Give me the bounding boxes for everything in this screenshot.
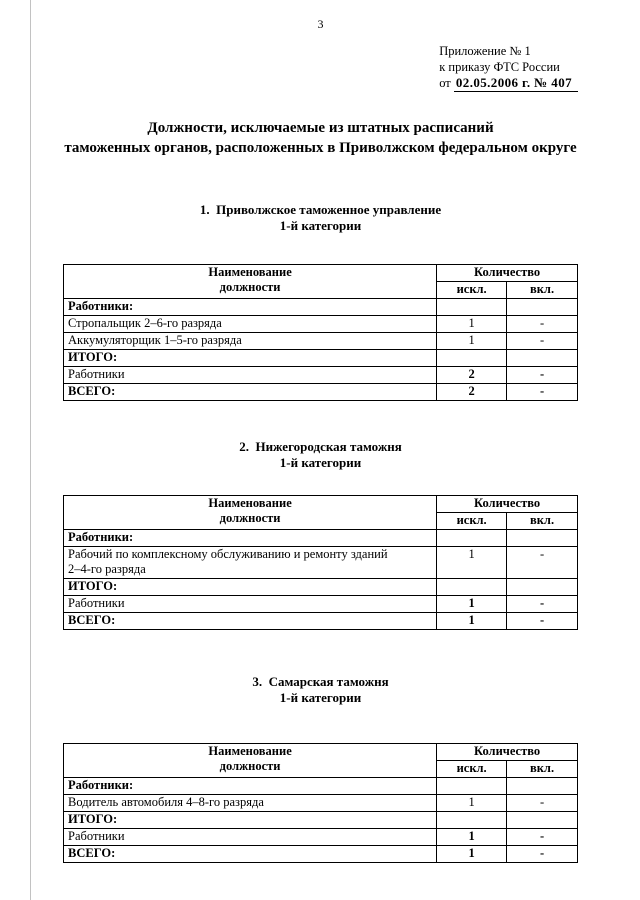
section-3-table [63,743,578,863]
section-3-heading [63,674,578,706]
row-included-value: - [507,366,578,383]
row-included-value: - [507,845,578,862]
section-1-heading [63,202,578,234]
row-included-value [507,349,578,366]
row-included-value: - [507,332,578,349]
table-row [64,366,578,383]
section-2-category: 1-й категории [279,454,362,470]
row-excluded-value [437,529,507,546]
row-label: Работники [64,595,437,612]
column-header-included: вкл. [507,281,578,298]
column-header-quantity: Количество [437,495,578,512]
table-row [64,845,578,862]
section-3-title: 3. Самарская таможня [252,673,389,689]
column-header-name-line2: должности [219,279,281,294]
row-included-value: - [507,794,578,811]
table-row [64,529,578,546]
row-label: Работники [64,366,437,383]
section-2-title: 2. Нижегородская таможня [239,438,402,454]
row-included-value [507,298,578,315]
section-3-category: 1-й категории [279,689,362,705]
row-excluded-value: 1 [437,794,507,811]
row-excluded-value: 1 [437,828,507,845]
annex-order-line [439,75,578,92]
table-row [64,332,578,349]
section-1-title: 1. Приволжское таможенное управление [199,201,442,217]
section-1-table [63,264,578,401]
row-label: ВСЕГО: [64,612,437,629]
table-row [64,794,578,811]
table-row [64,777,578,794]
row-included-value: - [507,383,578,400]
row-label: ИТОГО: [64,811,437,828]
row-label: Работники: [64,777,437,794]
column-header-name-line1: Наименование [208,495,292,510]
column-header-name [64,264,437,298]
table-header-row [64,495,578,512]
row-excluded-value: 2 [437,366,507,383]
row-label: Аккумуляторщик 1–5-го разряда [64,332,437,349]
column-header-name-line2: должности [219,758,281,773]
row-included-value: - [507,828,578,845]
annex-header [439,44,578,92]
section-2-heading [63,439,578,471]
row-label-text: Рабочий по комплексному обслуживанию и ремонту зданий [68,546,388,561]
table-row [64,349,578,366]
column-header-included: вкл. [507,760,578,777]
row-label: Работники: [64,529,437,546]
row-label: Работники: [64,298,437,315]
row-label: ВСЕГО: [64,845,437,862]
column-header-excluded: искл. [437,512,507,529]
row-excluded-value [437,349,507,366]
row-included-value [507,777,578,794]
row-included-value [507,811,578,828]
row-included-value: - [507,546,578,578]
row-included-value: - [507,595,578,612]
table-row [64,595,578,612]
column-header-included: вкл. [507,512,578,529]
table-row [64,383,578,400]
table-row [64,811,578,828]
row-included-value [507,578,578,595]
row-excluded-value: 1 [437,315,507,332]
table-row [64,828,578,845]
row-included-value: - [507,315,578,332]
column-header-excluded: искл. [437,760,507,777]
column-header-name [64,495,437,529]
row-excluded-value [437,811,507,828]
column-header-name-line1: Наименование [208,264,292,279]
annex-title: Приложение № 1 [439,44,531,58]
table-row [64,546,578,578]
row-excluded-value [437,777,507,794]
column-header-quantity: Количество [437,264,578,281]
row-excluded-value: 1 [437,332,507,349]
row-excluded-value [437,578,507,595]
section-2-table [63,495,578,630]
row-label: Стропальщик 2–6-го разряда [64,315,437,332]
row-included-value [507,529,578,546]
row-excluded-value: 2 [437,383,507,400]
table-row [64,612,578,629]
row-label: ИТОГО: [64,349,437,366]
row-label [64,546,437,578]
document-title-line1: Должности, исключаемые из штатных расписаний [147,119,494,136]
document-title-line2: таможенных органов, расположенных в Приволжском федеральном округе [64,139,577,156]
row-label: Водитель автомобиля 4–8-го разряда [64,794,437,811]
scan-margin-line [30,0,31,900]
row-label: ВСЕГО: [64,383,437,400]
row-excluded-value: 1 [437,595,507,612]
column-header-name-line1: Наименование [208,743,292,758]
column-header-excluded: искл. [437,281,507,298]
annex-order-value: 02.05.2006 г. № 407 [454,75,578,92]
table-header-row [64,743,578,760]
row-excluded-value: 1 [437,546,507,578]
row-excluded-value: 1 [437,845,507,862]
row-label: Работники [64,828,437,845]
document-title [63,118,578,158]
table-row [64,315,578,332]
column-header-quantity: Количество [437,743,578,760]
row-excluded-value [437,298,507,315]
row-label: ИТОГО: [64,578,437,595]
column-header-name-line2: должности [219,510,281,525]
column-header-name [64,743,437,777]
row-included-value: - [507,612,578,629]
table-row [64,578,578,595]
page-number: 3 [317,17,324,31]
annex-order-prefix: от [439,76,451,90]
row-excluded-value: 1 [437,612,507,629]
row-label-tail: 2–4-го разряда [68,561,146,576]
table-row [64,298,578,315]
section-1-category: 1-й категории [279,217,362,233]
table-header-row [64,264,578,281]
annex-subtitle: к приказу ФТС России [439,59,560,74]
